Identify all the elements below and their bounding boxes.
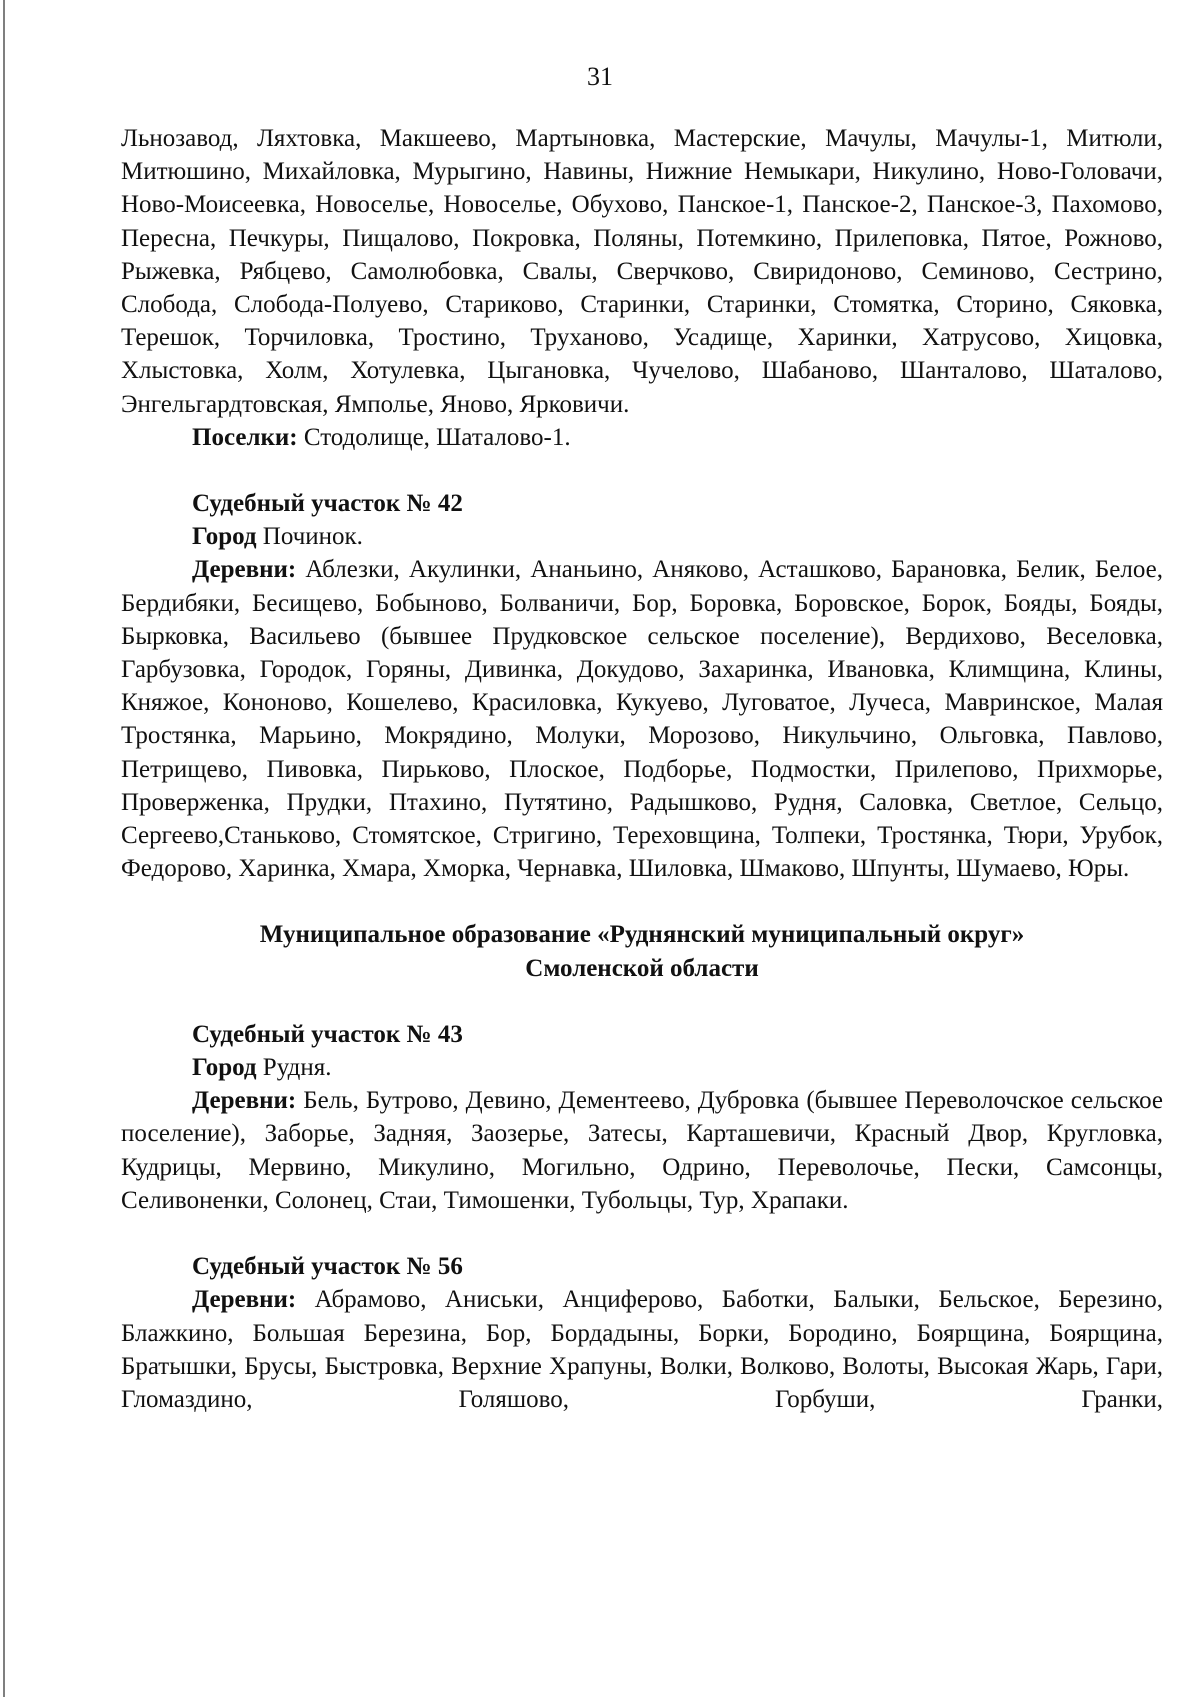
municipality-title-line2: Смоленской области xyxy=(525,954,759,982)
villages-text: Бель, Бутрово, Девино, Дементеево, Дубровка (бывшее Переволочское сельское поселение), Заборье, Задняя, Заозерье, Затесы, Карташевичи, Красный Двор, Кругловка, Кудрицы, Мервино, Микулино, Могильно, Одрино, Переволочье, Пески, Самсонцы, Селивоненки, Солонец, Стаи, Тимошенки, Тубольцы, Тур, Храпаки. xyxy=(121,1087,1163,1214)
document-body xyxy=(121,122,1163,1416)
villages-continued-text-rest: Ново-Моисеевка, Новоселье, Новоселье, Обухово, Панское-1, Панское-2, Панское-3, Пахомово, Пересна, Печкуры, Пищалово, Покровка, Поляны, Потемкино, Прилеповка, Пятое, Рожново, Рыжевка, Рябцево, Самолюбовка, Свалы, Сверчково, Свиридоново, Семиново, Сестрино, Слобода, Слобода-Полуево, Стариково, Старинки, Старинки, Стомятка, Сторино, Сяковка, Терешок, Торчиловка, Тростино, Труханово, Усадище, Харинки, Хатрусово, Хицовка, Хлыстовка, Холм, Хотулевка, Цыгановка, Чучелово, Шабаново, Шанталово, Шаталово, Энгельгардтовская, Ямполье, Яново, Ярковичи. xyxy=(121,191,1163,418)
villages-continued-text: Льнозавод, Ляхтовка, Макшеево, Мартыновка, Мастерские, Мачулы, Мачулы-1, Митюли, Митюшино, Михайловка, Мурыгино, Навины, Нижние Немыкари, Никулино, Ново-Головачи, xyxy=(121,125,1163,186)
villages-label: Деревни: xyxy=(192,1286,297,1314)
villages-continued-paragraph xyxy=(121,122,1163,421)
section-56-villages xyxy=(121,1283,1163,1416)
city-label: Город xyxy=(192,1054,257,1082)
settlements-paragraph xyxy=(121,421,1163,454)
section-43-villages xyxy=(121,1084,1163,1217)
settlements-label: Поселки: xyxy=(192,423,298,451)
city-label: Город xyxy=(192,523,257,551)
scan-edge xyxy=(3,0,5,1697)
villages-text: Аблезки, Акулинки, Ананьино, Аняково, Асташково, Барановка, Белик, Белое, Бердибяки, Бесищево, Бобыново, Болваничи, Бор, Боровка, Боровское, Борок, Бояды, Бояды, Бырковка, Васильево (бывшее Прудковское сельское поселение), Вердихово, Веселовка, Гарбузовка, Городок, Горяны, Дивинка, Докудово, Захаринка, Ивановка, Климщина, Клины, Княжое, Кононово, Кошелево, Красиловка, Кукуево, Луговатое, Лучеса, Мавринское, Малая Тростянка, Марьино, Мокрядино, Молуки, Морозово, Никульчино, Ольговка, Павлово, Петрищево, Пивовка, Пирьково, Плоское, Подборье, Подмостки, Прилепово, Прихморье, Проверженка, Прудки, Птахино, Путятино, Радышково, Рудня, Саловка, Светлое, Сельцо, Сергеево,Станьково, Стомятское, Стригино, Тереховщина, Толпеки, Тростянка, Тюри, Урубок, Федорово, Харинка, Хмара, Хморка, Чернавка, Шиловка, Шмаково, Шпунты, Шумаево, Юры. xyxy=(121,556,1163,883)
section-42-heading: Судебный участок № 42 xyxy=(192,490,463,518)
section-43-city xyxy=(121,1051,1163,1084)
spacer xyxy=(121,985,1163,1018)
city-text: Рудня. xyxy=(256,1054,332,1082)
section-56-heading: Судебный участок № 56 xyxy=(192,1253,463,1281)
section-42-villages xyxy=(121,553,1163,885)
villages-label: Деревни: xyxy=(192,556,297,584)
spacer xyxy=(121,1217,1163,1250)
section-43-heading: Судебный участок № 43 xyxy=(192,1020,463,1048)
villages-label: Деревни: xyxy=(192,1087,297,1115)
villages-text: Абрамово, Аниськи, Анциферово, Баботки, Балыки, Бельское, Березино, Блажкино, Большая Березина, Бор, Бордадыны, Борки, Бородино, Боярщина, Боярщина, Братышки, Брусы, Быстровка, Верхние Храпуны, Волки, Волково, Волоты, Высокая Жарь, Гари, Гломаздино, Голяшово, Горбуши, Гранки, xyxy=(121,1286,1163,1413)
section-42-city xyxy=(121,520,1163,553)
settlements-text: Стодолище, Шаталово-1. xyxy=(297,423,571,451)
page-number: 31 xyxy=(587,62,613,91)
spacer xyxy=(121,885,1163,918)
municipality-title-line1: Муниципальное образование «Руднянский муниципальный округ» xyxy=(259,921,1025,949)
city-text: Починок. xyxy=(256,523,363,551)
spacer xyxy=(121,454,1163,487)
